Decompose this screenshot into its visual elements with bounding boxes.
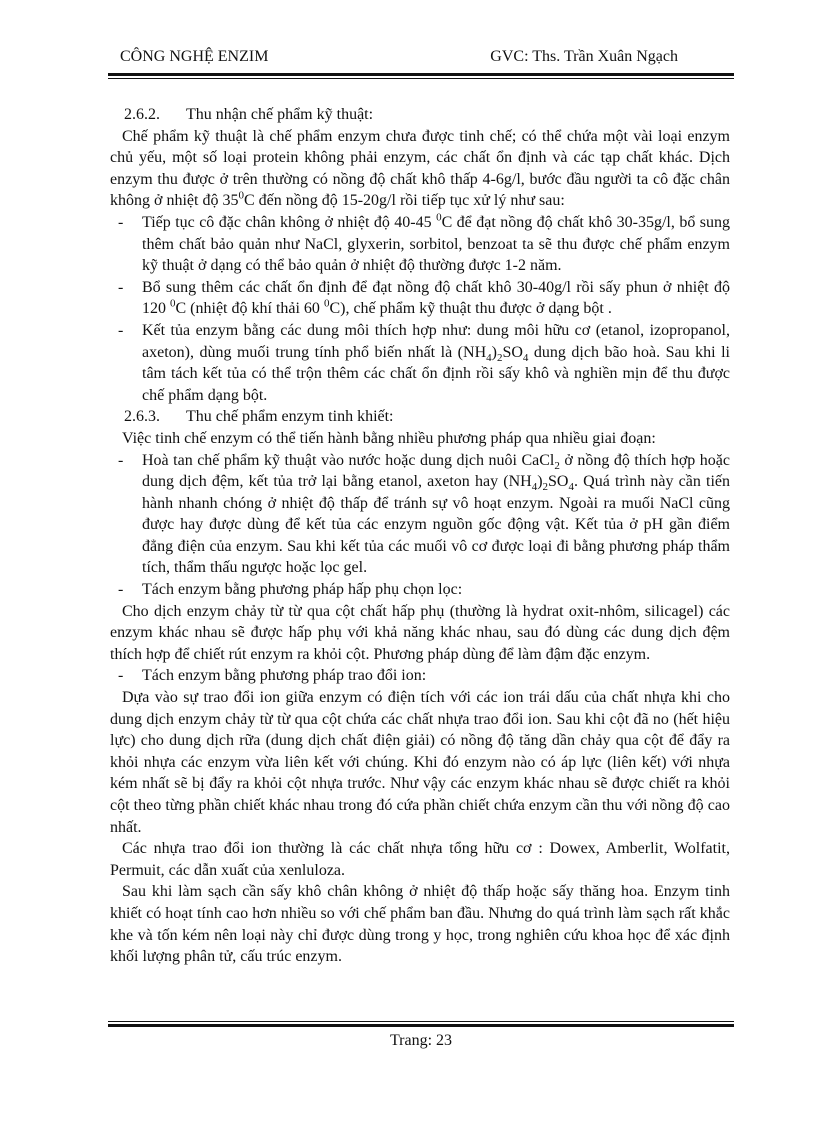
paragraph-technical-preparation: Chế phẩm kỹ thuật là chế phẩm enzym chưa được tinh chế; có thể chứa một vài loại enzym chủ yếu, một số loại protein không phải enzym, các chất ổn định và các tạp chất khác. Dịch enzym thu được ở trên thường có nồng độ chất khô thấp 4-6g/l, bước đầu người ta cô đặc chân không ở nhiệt độ $35^0C$ đến nồng độ 15-20g/l rồi tiếp tục xử lý như sau:: [110, 127, 730, 210]
paragraph-purification-intro: Việc tinh chế enzym có thể tiến hành bằng nhiều phương pháp qua nhiều giai đoạn:: [122, 429, 656, 447]
bullet-item: - Bổ sung thêm các chất ổn định để đạt nồng độ chất khô 30-40g/l rồi sấy phun ở nhiệt độ 120 $^0$C (nhiệt độ khí thải 60 $^0$C), chế phẩm kỹ thuật thu được ở dạng bột .: [118, 278, 730, 318]
bullet-dash: -: [118, 213, 124, 231]
bullet-item: - Tiếp tục cô đặc chân không ở nhiệt độ 40-45 $^0$C để đạt nồng độ chất khô 30-35g/l, bổ sung thêm chất bảo quản như NaCl, glyxerin, sorbitol, benzoat ta sẽ thu được chế phẩm enzym kỹ thuật ở dạng có thể bảo quản ở nhiệt độ thường được 1-2 năm.: [118, 211, 730, 275]
paragraph-final-drying: Sau khi làm sạch cần sấy khô chân không ở nhiệt độ thấp hoặc sấy thăng hoa. Enzym tinh khiết có hoạt tính cao hơn nhiều so với chế phẩm ban đầu. Nhưng do quá trình làm sạch rất khắc khe và tốn kém nên loại này chỉ được dùng trong y học, trong nghiên cứu khoa học để xác định khối lượng phân tử, cấu trúc enzym.: [110, 883, 730, 966]
footer-rule-thin: [108, 1021, 734, 1022]
section-heading-2-6-2: [110, 104, 730, 126]
section-number: 2.6.2.: [124, 106, 160, 123]
bullet-item: - Tách enzym bằng phương pháp hấp phụ chọn lọc:: [110, 579, 730, 601]
page-number: Trang: 23: [389, 1032, 453, 1049]
bullet-item: - Tách enzym bằng phương pháp trao đổi ion:: [110, 665, 730, 687]
bullet-item: - Kết tủa enzym bằng các dung môi thích hợp như: dung môi hữu cơ (etanol, izopropanol, axeton), dùng muối trung tính phổ biến nhất là $(NH_4)_2SO_4$ dung dịch bão hoà. Sau khi li tâm tách kết tủa có thể trộn thêm các chất ổn định rồi sấy khô và nghiền mịn để thu được chế phẩm dạng bột.: [118, 321, 730, 404]
header-rule-thick: [108, 73, 734, 76]
bullet-dash: -: [118, 321, 124, 339]
bullet-item: - Hoà tan chế phẩm kỹ thuật vào nước hoặc dung dịch nuôi CaCl$_2$ ở nồng độ thích hợp hoặc dung dịch đệm, kết tủa trở lại bằng etanol, axeton hay $(NH_4)_2SO_4$. Quá trình này cần tiến hành nhanh chóng ở nhiệt độ thấp để tránh sự vô hoạt enzym. Ngoài ra muối NaCl cũng được hay được dùng để kết tủa các enzym nguồn gốc động vật. Kết tủa ở pH gần điểm đẳng điện của enzym. Sau khi kết tủa các muối vô cơ được loại đi bằng phương pháp thẩm tích, thẩm thấu ngược hoặc lọc gel.: [118, 451, 730, 577]
section-title: Thu nhận chế phẩm kỹ thuật:: [186, 106, 374, 123]
footer-rule-thick: [108, 1024, 734, 1027]
bullet-dash: -: [118, 667, 124, 685]
header-rule-thin: [108, 78, 734, 79]
bullet-dash: -: [118, 278, 124, 296]
paragraph-resins: Các nhựa trao đổi ion thường là các chất nhựa tổng hữu cơ : Dowex, Amberlit, Wolfatit, Permuit, các dẫn xuất của xenluloza.: [110, 840, 730, 879]
paragraph-adsorption: Cho dịch enzym chảy từ từ qua cột chất hấp phụ (thường là hydrat oxit-nhôm, silicagel) các enzym khác nhau sẽ được hấp phụ với khả năng khác nhau, sau đó dùng các dung dịch đệm thích hợp để chiết rút enzym ra khỏi cột. Phương pháp dùng để làm đậm đặc enzym.: [110, 602, 730, 663]
bullet-dash: -: [118, 451, 124, 469]
header-course-title: CÔNG NGHỆ ENZIM: [120, 48, 269, 65]
section-heading-2-6-3: [110, 406, 730, 428]
header-lecturer: GVC: Ths. Trần Xuân Ngạch: [490, 48, 678, 65]
section-number: 2.6.3.: [124, 408, 160, 426]
page-header: [108, 48, 734, 70]
document-body: [110, 104, 730, 968]
bullet-dash: -: [118, 581, 124, 599]
section-title: Thu chế phẩm enzym tinh khiết:: [186, 408, 394, 426]
paragraph-ion-exchange: Dựa vào sự trao đổi ion giữa enzym có điện tích với các ion trái dấu của chất nhựa khi cho dung dịch enzym chảy từ từ qua cột chứa các chất nhựa trao đổi ion. Sau khi cột đã no (hết hiệu lực) cho dung dịch rữa (dung dịch chất điện giải) có nồng độ tăng dần chảy qua cột để đẩy ra khỏi nhựa các enzym vừa liên kết với chúng. Khi đó enzym nào có áp lực (liên kết) với nhựa kém nhất sẽ bị đẩy ra khỏi cột nhựa trước. Như vậy các enzym khác nhau sẽ được chiết ra khỏi cột theo từng phần chiết khác nhau trong đó cứa phần chiết chứa enzym cần thu với nồng độ cao nhất.: [110, 689, 730, 836]
